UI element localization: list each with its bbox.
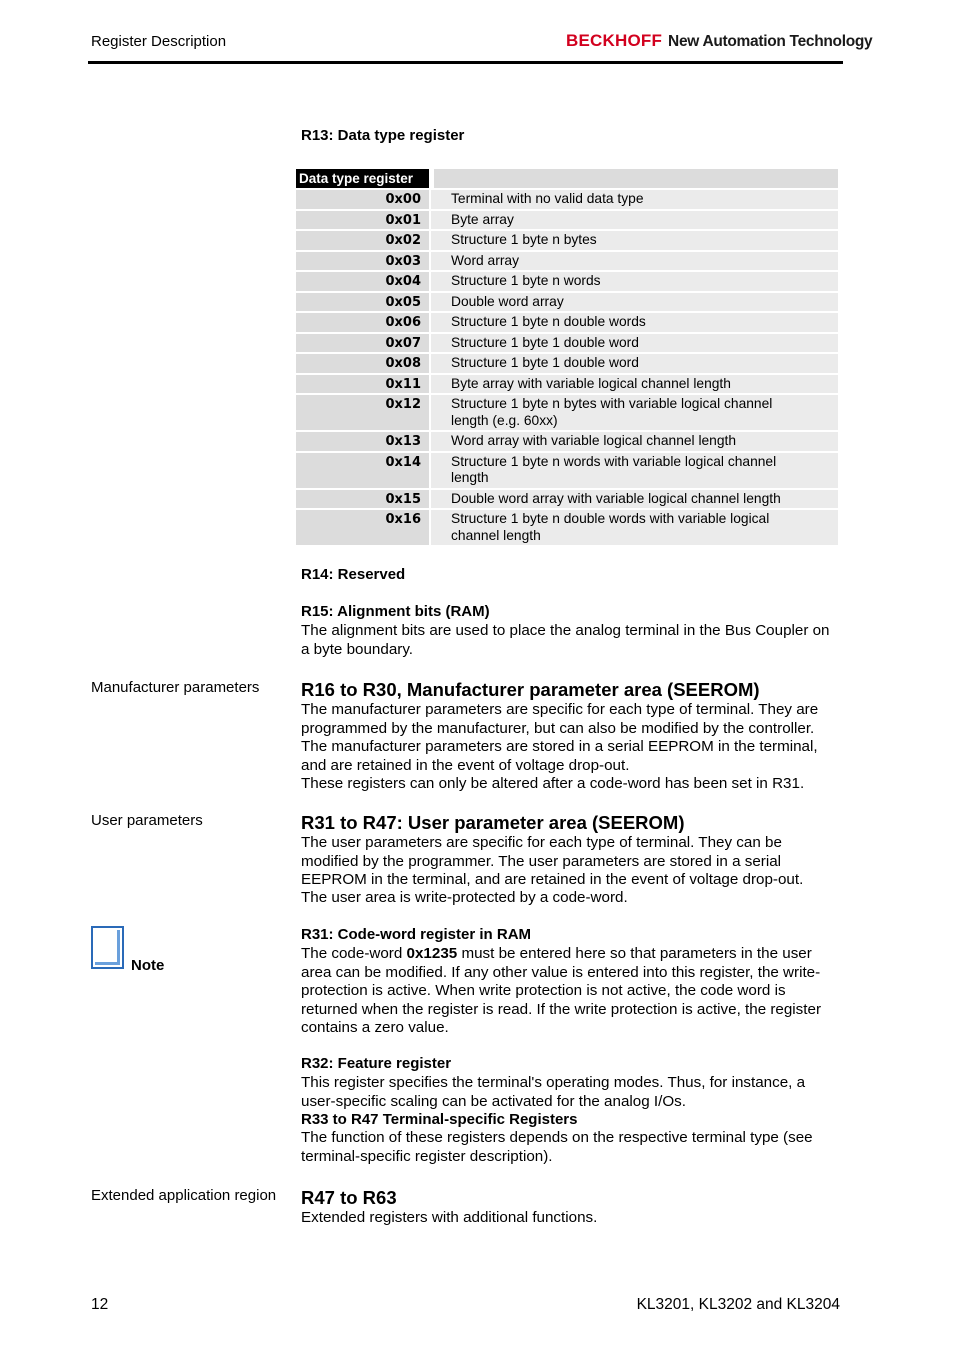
type-description: Structure 1 byte n words with variable logical channel length	[431, 453, 838, 488]
manufacturer-heading: R16 to R30, Manufacturer parameter area (SEEROM)	[301, 679, 760, 700]
type-description: Structure 1 byte n words	[431, 272, 838, 291]
manufacturer-text-2: These registers can only be altered after a code-word has been set in R31.	[301, 775, 805, 792]
type-description: Structure 1 byte n double words	[431, 313, 838, 332]
type-code: 0x14	[296, 453, 429, 488]
table-row	[296, 252, 838, 271]
r32-text: This register specifies the terminal's operating modes. Thus, for instance, a user-specific scaling can be activated for the analog I/Os.	[301, 1074, 806, 1110]
header-section-title: Register Description	[91, 33, 227, 50]
r13-heading: R13: Data type register	[301, 127, 465, 144]
table-row	[296, 293, 838, 312]
type-code: 0x02	[296, 231, 429, 250]
r33-text: The function of these registers depends on the respective terminal type (see terminal-specific register description).	[301, 1129, 813, 1165]
type-description: Double word array with variable logical channel length	[431, 490, 838, 509]
type-description: Byte array with variable logical channel length	[431, 375, 838, 394]
table-row	[296, 354, 838, 373]
r15-heading: R15: Alignment bits (RAM)	[301, 603, 490, 620]
note-icon	[91, 926, 124, 969]
r31-code-word: 0x1235	[406, 945, 458, 962]
user-text: The user parameters are specific for each type of terminal. They can be modified by the programmer. The user parameters are stored in a serial EEPROM in the terminal, and are retained in the event of voltage drop-out.	[301, 834, 804, 889]
type-description: Terminal with no valid data type	[431, 190, 838, 209]
data-type-table	[296, 169, 838, 545]
type-description: Double word array	[431, 293, 838, 312]
table-row	[296, 334, 838, 353]
brand-tagline: New Automation Technology	[668, 33, 873, 50]
type-code: 0x16	[296, 510, 429, 545]
type-description: Word array with variable logical channel length	[431, 432, 838, 451]
side-label-extended: Extended application region	[91, 1187, 277, 1204]
r15-text: The alignment bits are used to place the analog terminal in the Bus Coupler on a byte boundary.	[301, 622, 830, 658]
brand-logo	[566, 31, 872, 51]
table-row	[296, 490, 838, 509]
table-header-fill	[434, 169, 838, 188]
manufacturer-text: The manufacturer parameters are specific for each type of terminal. They are programmed by the manufacturer, but can also be modified by the controller. The manufacturer parameters are stored in a serial EEPROM in the terminal, and are retained in the event of voltage drop-out.	[301, 701, 819, 774]
table-row	[296, 211, 838, 230]
type-code: 0x06	[296, 313, 429, 332]
type-code: 0x13	[296, 432, 429, 451]
r32-heading: R32: Feature register	[301, 1055, 452, 1072]
type-code: 0x03	[296, 252, 429, 271]
type-code: 0x00	[296, 190, 429, 209]
header-rule	[88, 61, 843, 64]
type-code: 0x01	[296, 211, 429, 230]
type-code: 0x12	[296, 395, 429, 430]
r14-heading: R14: Reserved	[301, 566, 406, 583]
type-code: 0x15	[296, 490, 429, 509]
type-code: 0x07	[296, 334, 429, 353]
table-row	[296, 272, 838, 291]
user-heading: R31 to R47: User parameter area (SEEROM)	[301, 812, 685, 833]
r31-heading: R31: Code-word register in RAM	[301, 926, 532, 943]
footer-page-number: 12	[91, 1296, 109, 1313]
type-description: Structure 1 byte n bytes	[431, 231, 838, 250]
type-description: Byte array	[431, 211, 838, 230]
footer-product: KL3201, KL3202 and KL3204	[636, 1296, 840, 1313]
extended-heading: R47 to R63	[301, 1187, 397, 1208]
table-body	[296, 190, 838, 545]
table-row	[296, 453, 838, 488]
extended-text: Extended registers with additional functions.	[301, 1209, 598, 1226]
side-label-user: User parameters	[91, 812, 203, 829]
type-description: Structure 1 byte 1 double word	[431, 354, 838, 373]
r31-text	[301, 945, 841, 1038]
table-header	[296, 169, 838, 188]
table-row	[296, 395, 838, 430]
type-code: 0x04	[296, 272, 429, 291]
table-row	[296, 190, 838, 209]
type-description: Structure 1 byte n bytes with variable logical channel length (e.g. 60xx)	[431, 395, 838, 430]
r31-text-after: must be entered here so that parameters in the user area can be modified. If any other value is entered into this register, the write-protection is active. When write protection is not active, the code word is returned when the register is read. If the write protection is active, the register contains a zero value.	[301, 945, 822, 1037]
brand-name: BECKHOFF	[566, 31, 663, 50]
type-code: 0x11	[296, 375, 429, 394]
type-description: Structure 1 byte 1 double word	[431, 334, 838, 353]
user-text-2: The user area is write-protected by a code-word.	[301, 889, 628, 906]
table-row	[296, 510, 838, 545]
table-row	[296, 231, 838, 250]
side-label-manufacturer: Manufacturer parameters	[91, 679, 260, 696]
table-header-label: Data type register	[296, 169, 429, 188]
r31-text-before: The code-word	[301, 945, 407, 962]
r33-heading: R33 to R47 Terminal-specific Registers	[301, 1111, 578, 1128]
note-label: Note	[131, 957, 165, 974]
table-row	[296, 313, 838, 332]
table-row	[296, 375, 838, 394]
type-code: 0x05	[296, 293, 429, 312]
type-description: Word array	[431, 252, 838, 271]
table-row	[296, 432, 838, 451]
type-code: 0x08	[296, 354, 429, 373]
type-description: Structure 1 byte n double words with variable logical channel length	[431, 510, 838, 545]
